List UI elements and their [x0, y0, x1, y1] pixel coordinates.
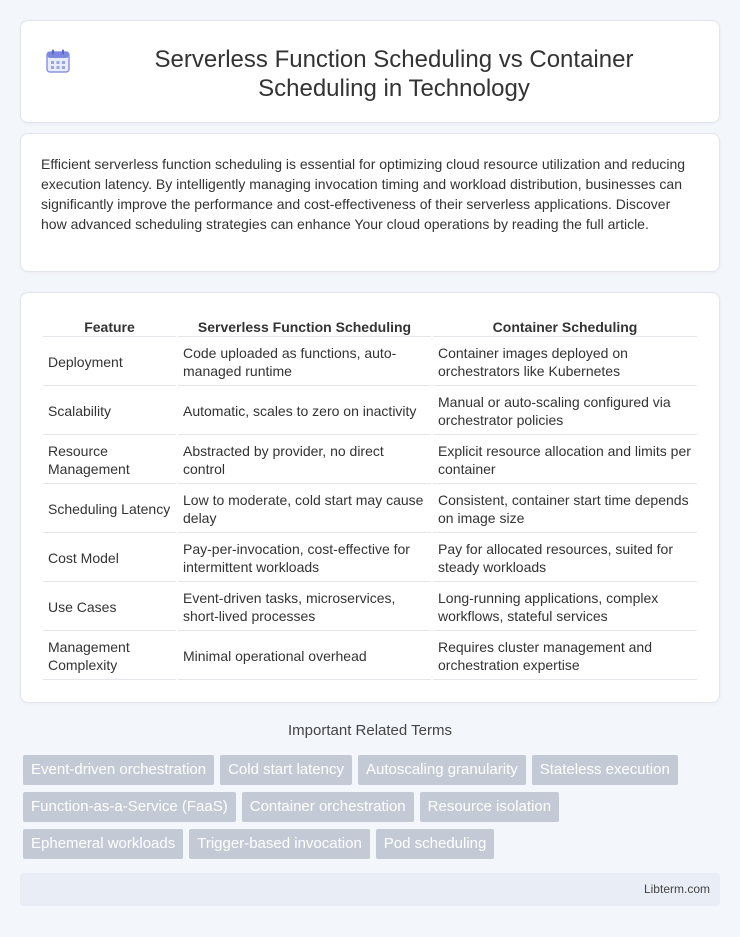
table-cell-container: Container images deployed on orchestrators like Kubernetes: [433, 339, 697, 386]
column-header-container: Container Scheduling: [433, 317, 697, 337]
table-row: [43, 633, 697, 680]
table-cell-container: Long-running applications, complex workflows, stateful services: [433, 584, 697, 631]
calendar-icon: [45, 48, 71, 74]
related-terms-title: Important Related Terms: [288, 722, 452, 739]
table-cell-serverless: Minimal operational overhead: [178, 633, 431, 680]
table-cell-feature: Resource Management: [43, 437, 176, 484]
table-cell-feature: Scheduling Latency: [43, 486, 176, 533]
table-cell-serverless: Event-driven tasks, microservices, short-lived processes: [178, 584, 431, 631]
table-cell-serverless: Low to moderate, cold start may cause delay: [178, 486, 431, 533]
footer-brand-link[interactable]: Libterm.com: [643, 882, 710, 896]
related-terms-tags: [23, 755, 703, 859]
table-row: [43, 388, 697, 435]
tag-autoscaling-granularity[interactable]: Autoscaling granularity: [358, 755, 526, 785]
table-cell-feature: Deployment: [43, 339, 176, 386]
table-cell-serverless: Abstracted by provider, no direct control: [178, 437, 431, 484]
table-cell-feature: Scalability: [43, 388, 176, 435]
table-cell-container: Manual or auto-scaling configured via orchestrator policies: [433, 388, 697, 435]
table-row: [43, 486, 697, 533]
table-cell-feature: Cost Model: [43, 535, 176, 582]
comparison-table: [41, 315, 699, 682]
tag-resource-isolation[interactable]: Resource isolation: [420, 792, 559, 822]
table-header-row: [43, 317, 697, 337]
table-cell-serverless: Automatic, scales to zero on inactivity: [178, 388, 431, 435]
table-row: [43, 584, 697, 631]
column-header-feature: Feature: [43, 317, 176, 337]
table-cell-container: Requires cluster management and orchestration expertise: [433, 633, 697, 680]
table-cell-feature: Management Complexity: [43, 633, 176, 680]
intro-paragraph: Efficient serverless function scheduling is essential for optimizing cloud resource utilization and reducing execution latency. By intelligently managing invocation timing and workload distribution, businesses can significantly improve the performance and cost-effectiveness of their serverless applications. Discover how advanced scheduling strategies can enhance Your cloud operations by reading the full article.: [41, 156, 686, 232]
tag-ephemeral-workloads[interactable]: Ephemeral workloads: [23, 829, 183, 859]
footer: [20, 873, 720, 906]
tag-faas[interactable]: Function-as-a-Service (FaaS): [23, 792, 236, 822]
page-title: Serverless Function Scheduling vs Container Scheduling in Technology: [154, 46, 634, 102]
table-cell-container: Pay for allocated resources, suited for steady workloads: [433, 535, 697, 582]
table-cell-container: Consistent, container start time depends on image size: [433, 486, 697, 533]
table-cell-serverless: Pay-per-invocation, cost-effective for intermittent workloads: [178, 535, 431, 582]
table-cell-serverless: Code uploaded as functions, auto-managed runtime: [178, 339, 431, 386]
column-header-serverless: Serverless Function Scheduling: [178, 317, 431, 337]
table-cell-container: Explicit resource allocation and limits per container: [433, 437, 697, 484]
tag-trigger-based-invocation[interactable]: Trigger-based invocation: [189, 829, 370, 859]
table-row: [43, 339, 697, 386]
header-card: [20, 20, 720, 123]
tag-container-orchestration[interactable]: Container orchestration: [242, 792, 414, 822]
table-cell-feature: Use Cases: [43, 584, 176, 631]
intro-card: [20, 133, 720, 272]
tag-pod-scheduling[interactable]: Pod scheduling: [376, 829, 495, 859]
table-row: [43, 535, 697, 582]
tag-event-driven-orchestration[interactable]: Event-driven orchestration: [23, 755, 214, 785]
table-row: [43, 437, 697, 484]
tag-cold-start-latency[interactable]: Cold start latency: [220, 755, 352, 785]
comparison-table-card: [20, 292, 720, 703]
tag-stateless-execution[interactable]: Stateless execution: [532, 755, 678, 785]
